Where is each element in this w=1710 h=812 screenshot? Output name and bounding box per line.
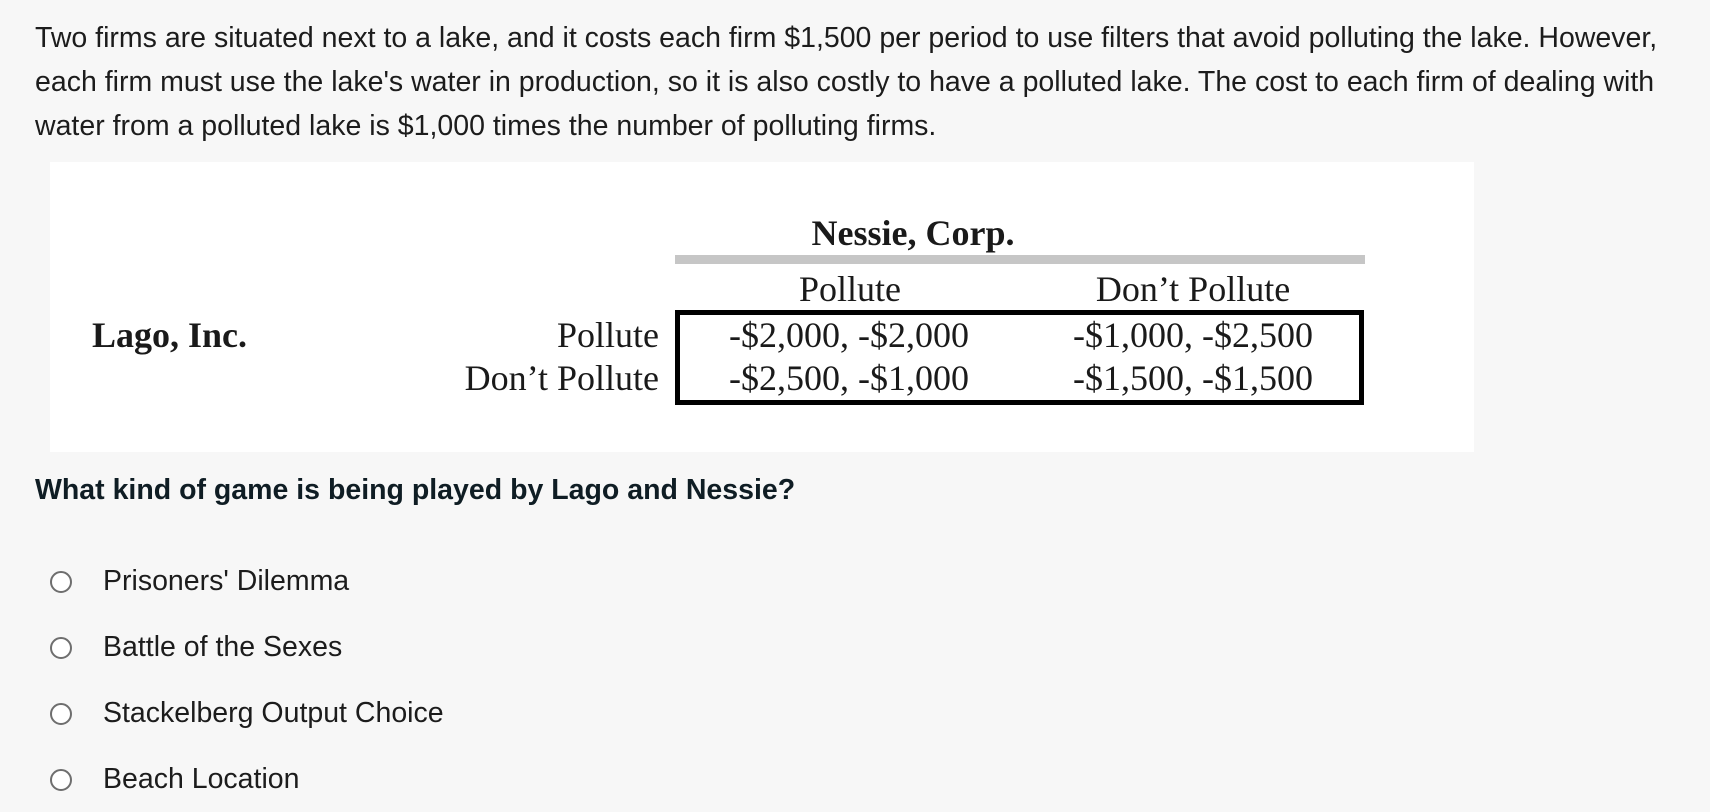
row-strategy-pollute: Pollute <box>556 315 659 355</box>
option-label: Prisoners' Dilemma <box>103 565 350 597</box>
column-player-name: Nessie, Corp. <box>811 213 1015 253</box>
payoff-cell-pollute-pollute: -$2,000, -$2,000 <box>729 315 969 355</box>
payoff-cell-dont-pollute-pollute: -$2,500, -$1,000 <box>729 358 969 398</box>
payoff-matrix-figure <box>50 162 1474 452</box>
column-player-rule <box>675 255 1365 264</box>
question-prompt: Two firms are situated next to a lake, and it costs each firm $1,500 per period to use filters that avoid polluting the lake. However, each firm must use the lake's water in production, so it is also costly to have a polluted lake. The cost to each firm of dealing with water from a polluted lake is $1,000 times the number of polluting firms. <box>35 22 1658 142</box>
row-strategy-dont-pollute: Don’t Pollute <box>464 358 659 398</box>
radio-button[interactable] <box>50 769 72 791</box>
option-beach-location[interactable] <box>50 763 299 796</box>
payoff-cell-dont-pollute-dont-pollute: -$1,500, -$1,500 <box>1073 358 1313 398</box>
question-text: What kind of game is being played by Lago and Nessie? <box>35 474 796 506</box>
option-prisoners-dilemma[interactable] <box>50 565 349 598</box>
option-stackelberg-output-choice[interactable] <box>50 697 444 730</box>
row-player-name: Lago, Inc. <box>92 315 248 355</box>
payoff-cell-pollute-dont-pollute: -$1,000, -$2,500 <box>1073 315 1313 355</box>
radio-button[interactable] <box>50 637 72 659</box>
radio-button[interactable] <box>50 571 72 593</box>
column-strategy-pollute: Pollute <box>798 269 902 309</box>
column-strategy-dont-pollute: Don’t Pollute <box>1095 269 1291 309</box>
option-label: Battle of the Sexes <box>103 631 343 663</box>
radio-button[interactable] <box>50 703 72 725</box>
option-battle-of-the-sexes[interactable] <box>50 631 342 664</box>
option-label: Beach Location <box>103 763 300 795</box>
option-label: Stackelberg Output Choice <box>103 697 444 729</box>
